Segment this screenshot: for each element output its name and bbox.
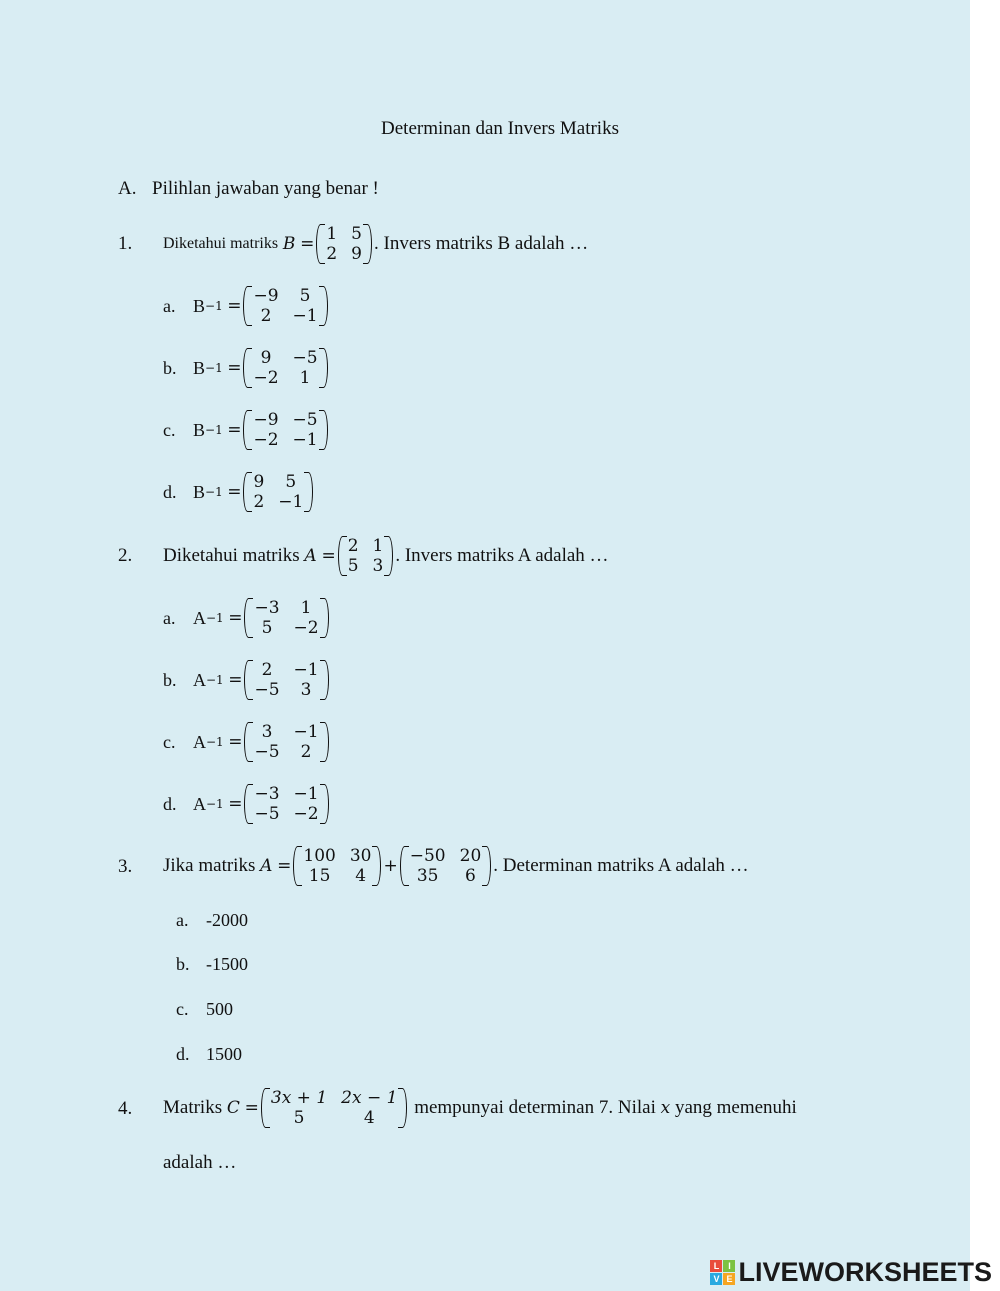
matrix-cell: 4 — [355, 866, 367, 886]
question-4-number: 4. — [118, 1098, 133, 1119]
option-letter: c. — [163, 419, 176, 440]
matrix-cell: 3 — [261, 722, 273, 742]
matrix-cell: −1 — [292, 430, 318, 450]
option-value: -2000 — [206, 910, 248, 930]
question-3-suffix: . Determinan matriks A adalah … — [493, 855, 749, 876]
matrix-cell: 4 — [363, 1108, 375, 1128]
question-4-suffix-a: mempunyai determinan 7. Nilai — [414, 1097, 656, 1118]
matrix-cell: −9 — [253, 286, 279, 306]
matrix-cell: 9 — [351, 244, 362, 264]
option-eq: = — [227, 358, 242, 378]
matrix-cell: −50 — [409, 846, 446, 866]
matrix-cell: −2 — [293, 804, 319, 824]
question-4-xvar: x — [660, 1098, 671, 1118]
matrix-cell: −3 — [254, 598, 280, 618]
option-matrix — [244, 598, 328, 638]
option-letter: d. — [176, 1044, 190, 1064]
matrix-cell: −2 — [253, 430, 279, 450]
matrix-cell: −9 — [253, 410, 279, 430]
option-matrix — [244, 784, 328, 824]
question-3-eq: = — [277, 856, 292, 876]
liveworksheets-text: LIVEWORKSHEETS — [738, 1257, 992, 1287]
matrix-cell: 6 — [465, 866, 476, 886]
question-1-eq: = — [300, 234, 315, 254]
matrix-cell: 5 — [347, 556, 359, 576]
badge-cell: L — [710, 1260, 722, 1272]
matrix-cell: 2 — [326, 244, 338, 264]
option-lhs: B — [193, 481, 206, 502]
option-eq: = — [228, 608, 243, 628]
option-lhs: A — [193, 607, 206, 628]
option-lhs: A — [193, 731, 206, 752]
matrix-cell: −3 — [254, 784, 280, 804]
matrix-cell: −5 — [292, 410, 318, 430]
option-matrix — [243, 472, 313, 512]
matrix-cell: −1 — [293, 784, 319, 804]
matrix-cell: 3x + 1 — [270, 1088, 328, 1108]
option-sup: −1 — [206, 673, 224, 687]
section-text: Pilihlan jawaban yang benar ! — [152, 178, 379, 199]
option-sup: −1 — [206, 735, 224, 749]
matrix-cell: 35 — [416, 866, 439, 886]
matrix-cell: 9 — [253, 472, 265, 492]
matrix-cell: −5 — [292, 348, 318, 368]
question-2-var: A — [304, 546, 317, 566]
matrix-cell: 15 — [308, 866, 331, 886]
liveworksheets-logo[interactable] — [710, 1257, 992, 1288]
matrix-cell: 5 — [299, 286, 311, 306]
option-lhs: B — [193, 357, 206, 378]
option-sup: −1 — [205, 361, 223, 375]
question-3-option-d[interactable] — [176, 1044, 242, 1065]
option-letter: c. — [163, 731, 176, 752]
option-lhs: B — [193, 295, 206, 316]
option-letter: d. — [163, 481, 177, 502]
matrix-cell: 2 — [260, 306, 272, 326]
option-eq: = — [228, 670, 243, 690]
badge-cell: V — [710, 1273, 722, 1285]
option-lhs: A — [193, 793, 206, 814]
matrix-cell: 2 — [253, 492, 265, 512]
matrix-cell: −1 — [292, 306, 318, 326]
option-value: -1500 — [206, 954, 248, 974]
matrix-cell: 3 — [372, 556, 384, 576]
badge-cell: E — [723, 1273, 735, 1285]
matrix-cell: 5 — [285, 472, 297, 492]
matrix-cell: −1 — [293, 660, 319, 680]
matrix-cell: −5 — [254, 680, 280, 700]
question-3-prefix: Jika matriks — [163, 855, 256, 876]
matrix-cell: 5 — [293, 1108, 305, 1128]
question-1-prefix: Diketahui matriks — [163, 235, 279, 252]
matrix-cell: 1 — [299, 368, 311, 388]
question-4-eq: = — [244, 1098, 259, 1118]
matrix-cell: −1 — [293, 722, 319, 742]
option-eq: = — [227, 296, 242, 316]
question-2-eq: = — [321, 546, 336, 566]
option-matrix — [244, 722, 328, 762]
option-letter: a. — [163, 295, 176, 316]
question-3-text — [163, 846, 749, 886]
matrix-cell: −2 — [293, 618, 319, 638]
question-1-option-b[interactable] — [163, 348, 330, 388]
question-1-option-c[interactable] — [163, 410, 330, 450]
question-1-var: B — [282, 234, 296, 254]
option-letter: b. — [163, 669, 177, 690]
matrix-cell: −5 — [254, 742, 280, 762]
section-heading — [118, 178, 379, 200]
matrix-cell: 2 — [261, 660, 273, 680]
matrix-cell: 3 — [300, 680, 312, 700]
question-2-text — [163, 536, 609, 576]
option-letter: d. — [163, 793, 177, 814]
option-eq: = — [228, 794, 243, 814]
matrix-cell: 30 — [349, 846, 372, 866]
question-1-matrix — [316, 224, 372, 264]
matrix-cell: 20 — [459, 846, 482, 866]
question-4-var: C — [226, 1098, 240, 1118]
question-1-option-d[interactable] — [163, 472, 315, 512]
option-letter: a. — [163, 607, 176, 628]
question-4-line-2: adalah … — [163, 1152, 237, 1173]
question-2-matrix — [338, 536, 394, 576]
question-3-plus: + — [383, 856, 398, 876]
option-lhs: A — [193, 669, 206, 690]
option-value: 500 — [206, 999, 233, 1019]
question-3-option-b[interactable] — [176, 954, 248, 975]
option-value: 1500 — [206, 1044, 242, 1064]
page-title: Determinan dan Invers Matriks — [381, 118, 619, 139]
matrix-cell: 5 — [351, 224, 362, 244]
option-matrix — [243, 410, 327, 450]
option-sup: −1 — [205, 423, 223, 437]
option-letter: c. — [176, 999, 189, 1019]
question-3-option-a[interactable] — [176, 910, 248, 931]
question-4-text — [163, 1088, 797, 1128]
option-eq: = — [227, 420, 242, 440]
question-2-suffix: . Invers matriks A adalah … — [395, 545, 609, 566]
question-1-suffix: . Invers matriks B adalah … — [374, 233, 589, 254]
matrix-cell: 1 — [372, 536, 384, 556]
option-eq: = — [227, 482, 242, 502]
question-4-matrix — [261, 1088, 408, 1128]
option-lhs: B — [193, 419, 206, 440]
option-matrix — [244, 660, 328, 700]
option-matrix — [243, 286, 327, 326]
badge-cell: I — [723, 1260, 735, 1272]
question-3-number: 3. — [118, 856, 133, 877]
option-sup: −1 — [205, 299, 223, 313]
question-2-prefix: Diketahui matriks — [163, 545, 300, 566]
question-2-option-b[interactable] — [163, 660, 331, 700]
question-2-option-d[interactable] — [163, 784, 331, 824]
option-letter: b. — [176, 954, 190, 974]
question-1-option-a[interactable] — [163, 286, 330, 326]
question-2-option-a[interactable] — [163, 598, 331, 638]
question-4-suffix-b: yang memenuhi — [674, 1097, 797, 1118]
question-3-option-c[interactable] — [176, 999, 233, 1020]
matrix-cell: 2x − 1 — [341, 1088, 398, 1108]
question-3-var: A — [260, 856, 273, 876]
liveworksheets-badge-icon — [710, 1260, 735, 1285]
matrix-cell: −1 — [278, 492, 304, 512]
matrix-cell: 1 — [300, 598, 312, 618]
matrix-cell: −5 — [254, 804, 280, 824]
matrix-cell: 100 — [303, 846, 336, 866]
option-sup: −1 — [205, 485, 223, 499]
matrix-cell: 2 — [347, 536, 359, 556]
question-2-option-c[interactable] — [163, 722, 331, 762]
matrix-cell: 2 — [300, 742, 312, 762]
option-letter: a. — [176, 910, 189, 930]
option-eq: = — [228, 732, 243, 752]
question-4-prefix: Matriks — [163, 1097, 223, 1118]
section-letter: A. — [118, 178, 137, 199]
option-sup: −1 — [206, 797, 224, 811]
matrix-cell: 5 — [261, 618, 273, 638]
question-1-number: 1. — [118, 233, 133, 254]
matrix-cell: 1 — [326, 224, 338, 244]
question-2-number: 2. — [118, 545, 133, 566]
option-sup: −1 — [206, 611, 224, 625]
question-3-matrix-1 — [293, 846, 381, 886]
question-3-matrix-2 — [400, 846, 492, 886]
option-matrix — [243, 348, 327, 388]
matrix-cell: −2 — [253, 368, 279, 388]
matrix-cell: 9 — [260, 348, 272, 368]
option-letter: b. — [163, 357, 177, 378]
question-1-text — [163, 224, 588, 264]
